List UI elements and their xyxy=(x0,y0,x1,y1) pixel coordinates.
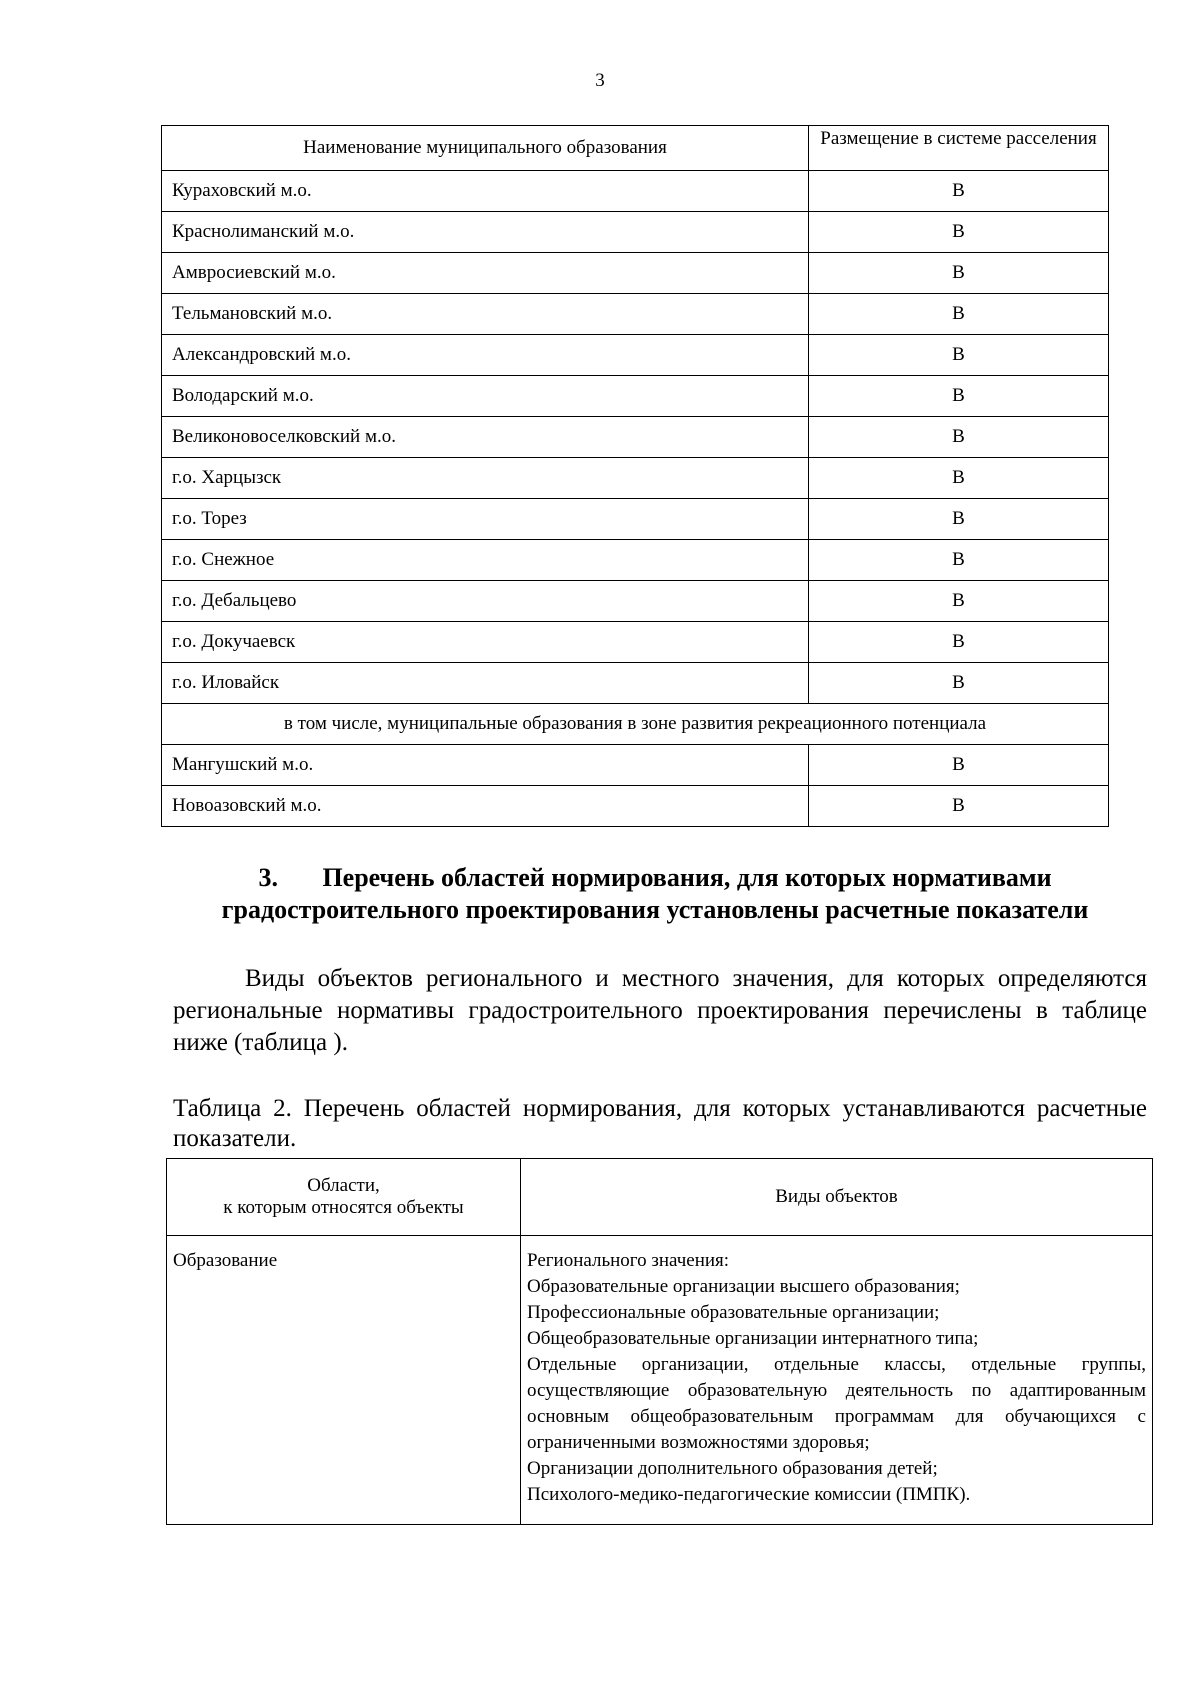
body-paragraph: Виды объектов регионального и местного значения, для которых определяются региональные нормативы градостроительного проектирования перечислены в таблице ниже (таблица ). xyxy=(173,965,1147,1056)
objects-line: Профессиональные образовательные организации; xyxy=(527,1302,940,1323)
settlement-placement: В xyxy=(809,171,1109,212)
municipality-name: Краснолиманский м.о. xyxy=(162,212,809,253)
header-areas xyxy=(167,1159,521,1236)
settlement-placement: В xyxy=(809,294,1109,335)
settlement-table-body xyxy=(162,171,1109,827)
regulation-areas-table xyxy=(166,1158,1153,1525)
table-row xyxy=(162,253,1109,294)
table-header-row xyxy=(162,126,1109,171)
municipality-name: Великоновоселковский м.о. xyxy=(162,417,809,458)
municipality-name: Мангушский м.о. xyxy=(162,745,809,786)
table-row xyxy=(162,581,1109,622)
header-object-types: Виды объектов xyxy=(521,1159,1153,1236)
municipality-name: г.о. Докучаевск xyxy=(162,622,809,663)
table-row xyxy=(162,499,1109,540)
header-settlement-placement-text: Размещение в системе расселения xyxy=(820,128,1097,149)
area-cell: Образование xyxy=(167,1236,521,1525)
header-areas-line2: к которым относятся объекты xyxy=(223,1197,464,1218)
page-number: 3 xyxy=(595,70,605,91)
table-row xyxy=(162,212,1109,253)
municipality-name: г.о. Иловайск xyxy=(162,663,809,704)
settlement-placement: В xyxy=(809,417,1109,458)
objects-line: Организации дополнительного образования детей; xyxy=(527,1458,938,1479)
table-row xyxy=(162,622,1109,663)
table-row xyxy=(162,540,1109,581)
section-heading xyxy=(175,862,1135,926)
header-settlement-placement xyxy=(809,126,1109,171)
table-row xyxy=(162,458,1109,499)
settlement-placement: В xyxy=(809,540,1109,581)
municipality-name: Новоазовский м.о. xyxy=(162,786,809,827)
header-municipality: Наименование муниципального образования xyxy=(162,126,809,171)
settlement-placement: В xyxy=(809,499,1109,540)
municipality-name: г.о. Снежное xyxy=(162,540,809,581)
municipality-name: г.о. Харцызск xyxy=(162,458,809,499)
subheader-row xyxy=(162,704,1109,745)
table-row xyxy=(162,376,1109,417)
table-header-row xyxy=(167,1159,1153,1236)
table-row xyxy=(162,786,1109,827)
objects-line: Образовательные организации высшего образования; xyxy=(527,1276,960,1297)
table-caption: Таблица 2. Перечень областей нормирования, для которых устанавливаются расчетные показатели. xyxy=(173,1095,1147,1152)
settlement-placement: В xyxy=(809,786,1109,827)
table-row xyxy=(162,335,1109,376)
recreation-zone-subheader: в том числе, муниципальные образования в зоне развития рекреационного потенциала xyxy=(162,704,1109,745)
section-number: 3. xyxy=(258,863,278,892)
header-areas-line1: Области, xyxy=(307,1175,380,1196)
settlement-placement: В xyxy=(809,745,1109,786)
municipality-name: Амвросиевский м.о. xyxy=(162,253,809,294)
section-heading-line1 xyxy=(175,862,1135,894)
objects-line: Психолого-медико-педагогические комиссии (ПМПК). xyxy=(527,1484,971,1505)
settlement-placement: В xyxy=(809,253,1109,294)
objects-cell xyxy=(521,1236,1153,1525)
municipality-name: Володарский м.о. xyxy=(162,376,809,417)
settlement-placement: В xyxy=(809,581,1109,622)
table-row xyxy=(162,745,1109,786)
settlement-table xyxy=(161,125,1109,827)
objects-line: Регионального значения: xyxy=(527,1250,730,1271)
municipality-name: г.о. Торез xyxy=(162,499,809,540)
settlement-placement: В xyxy=(809,212,1109,253)
objects-line: Отдельные организации, отдельные классы, отдельные группы, осуществляющие образовательную деятельность по адаптированным основным общеобразовательным программам для обучающихся с ограниченными возможностями здоровья; xyxy=(527,1354,1146,1453)
table-row xyxy=(162,171,1109,212)
municipality-name: г.о. Дебальцево xyxy=(162,581,809,622)
table-row xyxy=(162,417,1109,458)
section-title-line2: градостроительного проектирования установлены расчетные показатели xyxy=(221,895,1089,924)
table-row xyxy=(162,294,1109,335)
objects-line: Общеобразовательные организации интернатного типа; xyxy=(527,1328,979,1349)
municipality-name: Тельмановский м.о. xyxy=(162,294,809,335)
settlement-placement: В xyxy=(809,335,1109,376)
settlement-placement: В xyxy=(809,458,1109,499)
municipality-name: Кураховский м.о. xyxy=(162,171,809,212)
settlement-placement: В xyxy=(809,663,1109,704)
table-row xyxy=(167,1236,1153,1525)
table-row xyxy=(162,663,1109,704)
settlement-placement: В xyxy=(809,622,1109,663)
settlement-placement: В xyxy=(809,376,1109,417)
municipality-name: Александровский м.о. xyxy=(162,335,809,376)
section-title-line1: Перечень областей нормирования, для которых нормативами xyxy=(322,863,1052,892)
